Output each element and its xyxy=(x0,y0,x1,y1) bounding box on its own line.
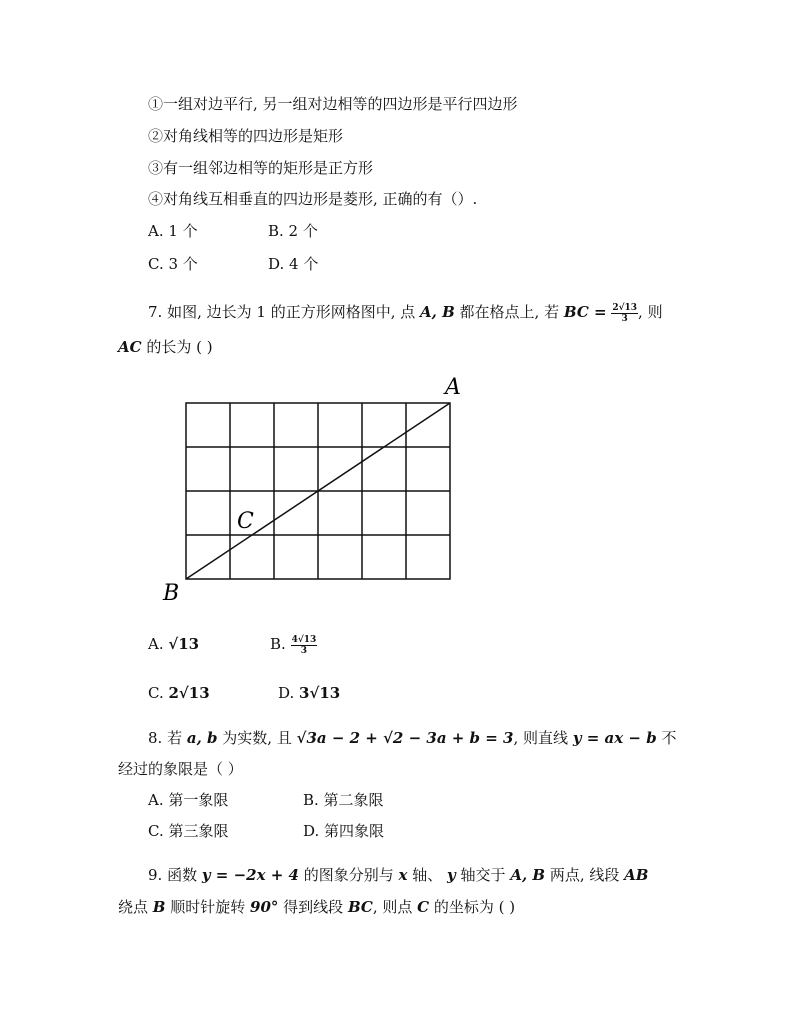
q8-stem-line-1 xyxy=(148,728,677,748)
sqrt-value: √13 xyxy=(309,684,341,702)
q6-statement-2: ②对角线相等的四边形是矩形 xyxy=(148,127,344,145)
q9-segment-ab: AB xyxy=(624,866,649,884)
q7-option-b-denominator: 3 xyxy=(300,645,308,656)
q9-text: 得到线段 xyxy=(278,898,348,916)
coefficient: 2 xyxy=(168,684,179,702)
q9-text: 的图象分别与 xyxy=(299,866,399,884)
q7-text: , 则 xyxy=(638,303,663,321)
q7-grid-figure xyxy=(155,370,475,610)
q8-option-c: C. 第三象限 xyxy=(148,822,229,840)
q6-statement-3: ③有一组邻边相等的矩形是正方形 xyxy=(148,159,374,177)
q8-line-equation: y = ax − b xyxy=(572,729,657,747)
q7-text: 7. 如图, 边长为 1 的正方形网格图中, 点 xyxy=(148,303,421,321)
q8-text: , 则直线 xyxy=(513,729,573,747)
q7-bc-fraction xyxy=(611,303,638,324)
q9-y: y xyxy=(447,866,456,884)
q6-statement-4: ④对角线互相垂直的四边形是菱形, 正确的有（）. xyxy=(148,190,478,208)
option-label: C. xyxy=(148,684,169,702)
q9-ab-points: A, B xyxy=(510,866,546,884)
coefficient: 3 xyxy=(299,684,310,702)
q6-option-c: C. 3 个 xyxy=(148,255,198,273)
point-b-label: B xyxy=(163,581,180,606)
q6-option-d: D. 4 个 xyxy=(268,255,319,273)
q7-option-b xyxy=(270,634,317,656)
q8-text: 为实数, 且 xyxy=(217,729,297,747)
q7-option-d xyxy=(278,683,340,703)
q7-option-b-fraction xyxy=(291,635,318,656)
q9-segment-bc: BC xyxy=(347,898,373,916)
option-label: B. xyxy=(270,635,291,653)
q7-stem-line-1 xyxy=(148,302,663,324)
q7-option-b-numerator: 4√13 xyxy=(291,634,317,645)
q9-point-c: C xyxy=(417,898,430,916)
option-label: D. xyxy=(278,684,300,702)
q8-option-d: D. 第四象限 xyxy=(303,822,385,840)
q9-text: 两点, 线段 xyxy=(545,866,625,884)
q7-option-a-value xyxy=(168,634,199,654)
q7-ac-label: AC xyxy=(118,338,142,356)
q9-stem-line-1 xyxy=(148,865,648,885)
q9-function: y = −2x + 4 xyxy=(201,866,299,884)
q8-text: 8. 若 xyxy=(148,729,187,747)
sqrt-value: √13 xyxy=(168,635,200,653)
q7-bc-denominator: 3 xyxy=(621,313,628,324)
q7-points: A, B xyxy=(420,303,455,321)
q8-text: 不 xyxy=(656,729,677,747)
q7-bc-numerator: 2√13 xyxy=(612,302,638,313)
q7-text: 都在格点上, 若 xyxy=(454,303,564,321)
q8-equation: √3a − 2 + √2 − 3a + b = 3 xyxy=(296,729,514,747)
q7-option-a xyxy=(148,634,199,654)
q9-text: 顺时针旋转 xyxy=(165,898,251,916)
q9-text: 轴交于 xyxy=(455,866,511,884)
q9-stem-line-2 xyxy=(118,897,515,917)
option-label: A. xyxy=(148,635,169,653)
q9-text: , 则点 xyxy=(372,898,418,916)
q8-option-b: B. 第二象限 xyxy=(303,791,384,809)
q6-option-b: B. 2 个 xyxy=(268,222,318,240)
sqrt-value: √13 xyxy=(178,684,210,702)
q9-text: 轴、 xyxy=(407,866,448,884)
q9-point-b: B xyxy=(152,898,166,916)
q7-text: 的长为 ( ) xyxy=(141,338,213,356)
q7-option-c xyxy=(148,683,210,703)
q8-ab: a, b xyxy=(186,729,218,747)
q7-option-d-value xyxy=(299,683,340,703)
q7-stem-line-2 xyxy=(118,337,213,357)
q9-angle: 90° xyxy=(250,898,279,916)
q8-option-a: A. 第一象限 xyxy=(148,791,229,809)
q9-text: 绕点 xyxy=(118,898,153,916)
q6-statement-1: ①一组对边平行, 另一组对边相等的四边形是平行四边形 xyxy=(148,95,518,113)
q9-text: 9. 函数 xyxy=(148,866,202,884)
q9-text: 的坐标为 ( ) xyxy=(429,898,516,916)
q7-option-c-value xyxy=(168,683,209,703)
point-a-label: A xyxy=(445,375,461,400)
q6-option-a: A. 1 个 xyxy=(148,222,198,240)
q8-stem-line-2: 经过的象限是（ ） xyxy=(118,760,243,778)
q7-bc-label: BC = xyxy=(563,303,607,321)
q9-x: x xyxy=(398,866,408,884)
point-c-label: C xyxy=(237,509,254,534)
